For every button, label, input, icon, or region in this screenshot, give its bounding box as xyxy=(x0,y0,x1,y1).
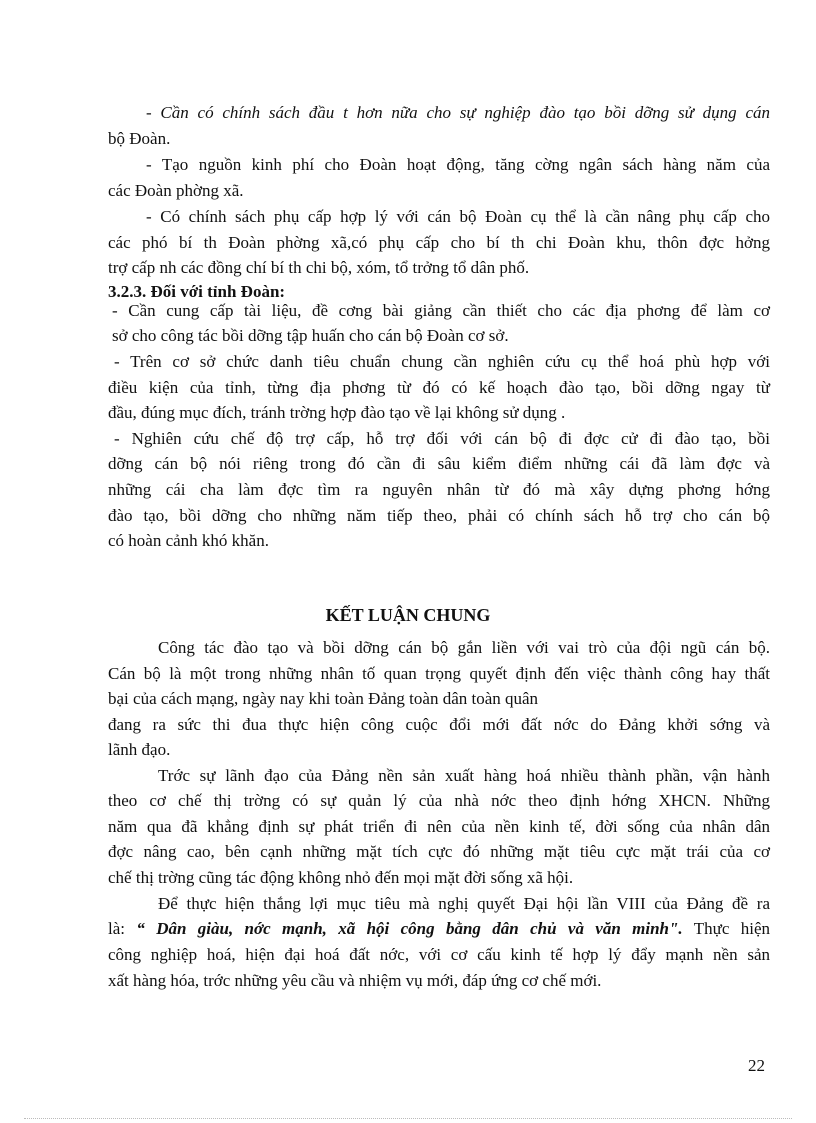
text-line: Công tác đào tạo và bồi dỡng cán bộ gắn liền với vai trò của đội ngũ cán bộ. xyxy=(158,638,770,657)
text-line: - Trên cơ sở chức danh tiêu chuẩn chung cần nghiên cứu cụ thể hoá phù hợp với xyxy=(114,352,770,371)
text-line: lãnh đạo. xyxy=(108,740,171,759)
text-line: các Đoàn phờng xã. xyxy=(108,181,244,200)
slogan-quote: “ Dân giàu, nớc mạnh, xã hội công bằng dân chủ và văn minh". xyxy=(136,919,683,938)
text-line: công nghiệp hoá, hiện đại hoá đất nớc, với cơ cấu kinh tế hợp lý đẩy mạnh nền sản xyxy=(108,945,770,964)
page-title: KẾT LUẬN CHUNG xyxy=(325,605,491,625)
text-fragment: Thực hiện xyxy=(682,919,770,938)
text-line: - Nghiên cứu chế độ trợ cấp, hỗ trợ đối với cán bộ đi đợc cử đi đào tạo, bồi xyxy=(114,429,770,448)
text-line xyxy=(108,918,770,940)
text-line: theo cơ chế thị trờng có sự quản lý của nhà nớc theo định hớng XHCN. Những xyxy=(108,791,770,810)
text-line: có hoàn cảnh khó khăn. xyxy=(108,531,269,550)
text-line: dỡng cán bộ nói riêng trong đó cần đi sâu kiểm điểm những cái đã làm đợc và xyxy=(108,454,770,473)
text-line: sở cho công tác bồi dỡng tập huấn cho cán bộ Đoàn cơ sở. xyxy=(112,326,509,345)
text-line: - Cần có chính sách đầu t hơn nữa cho sự nghiệp đào tạo bồi dỡng sử dụng cán xyxy=(146,103,770,122)
text-line: xất hàng hóa, trớc những yêu cầu và nhiệm vụ mới, đáp ứng cơ chế mới. xyxy=(108,971,602,990)
text-line: Cán bộ là một trong những nhân tố quan trọng quyết định đến việc thành công hay thất xyxy=(108,664,770,683)
text-line: trợ cấp nh các đồng chí bí th chi bộ, xóm, tổ trởng tổ dân phố. xyxy=(108,258,530,277)
text-line: bộ Đoàn. xyxy=(108,129,171,148)
text-fragment: là: xyxy=(108,919,137,938)
text-line: Trớc sự lãnh đạo của Đảng nền sản xuất hàng hoá nhiều thành phần, vận hành xyxy=(158,766,770,785)
text-line: đầu, đúng mục đích, tránh trờng hợp đào tạo về lại không sử dụng . xyxy=(108,403,566,422)
text-line: các phó bí th Đoàn phờng xã,có phụ cấp cho bí th chi Đoàn khu, thôn đợc hởng xyxy=(108,233,770,252)
text-line: năm qua đã khẳng định sự phát triển đi nên của nền kinh tế, đời sống của nhân dân xyxy=(108,817,770,836)
text-line: đang ra sức thi đua thực hiện công cuộc đổi mới đất nớc do Đảng khởi sớng và xyxy=(108,715,770,734)
text-line: chế thị trờng cũng tác động không nhỏ đến mọi mặt đời sống xã hội. xyxy=(108,868,574,887)
page-bottom-divider xyxy=(24,1118,792,1119)
text-line: bại của cách mạng, ngày nay khi toàn Đảng toàn dân toàn quân xyxy=(108,689,539,708)
text-line: những cái cha làm đợc tìm ra nguyên nhân từ đó mà xây dựng phơng hớng xyxy=(108,480,770,499)
text-line: điều kiện của tỉnh, từng địa phơng từ đó có kế hoạch đào tạo, bồi dỡng ngay từ xyxy=(108,378,770,397)
text-line: - Cần cung cấp tài liệu, đề cơng bài giảng cần thiết cho các địa phơng để làm cơ xyxy=(112,301,770,320)
text-line: Để thực hiện thắng lợi mục tiêu mà nghị quyết Đại hội lần VIII của Đảng đề ra xyxy=(158,894,770,913)
text-line: đào tạo, bồi dỡng cho những năm tiếp theo, phải có chính sách hỗ trợ cho cán bộ xyxy=(108,506,770,525)
section-heading: 3.2.3. Đối với tỉnh Đoàn: xyxy=(108,282,286,301)
text-line: đợc nâng cao, bên cạnh những mặt tích cực đó những mặt tiêu cực mặt trái của cơ xyxy=(108,842,770,861)
text-line: - Có chính sách phụ cấp hợp lý với cán bộ Đoàn cụ thể là cần nâng phụ cấp cho xyxy=(146,207,770,226)
text-line: - Tạo nguồn kinh phí cho Đoàn hoạt động, tăng cờng ngân sách hàng năm của xyxy=(146,155,770,174)
page-number: 22 xyxy=(748,1056,765,1075)
